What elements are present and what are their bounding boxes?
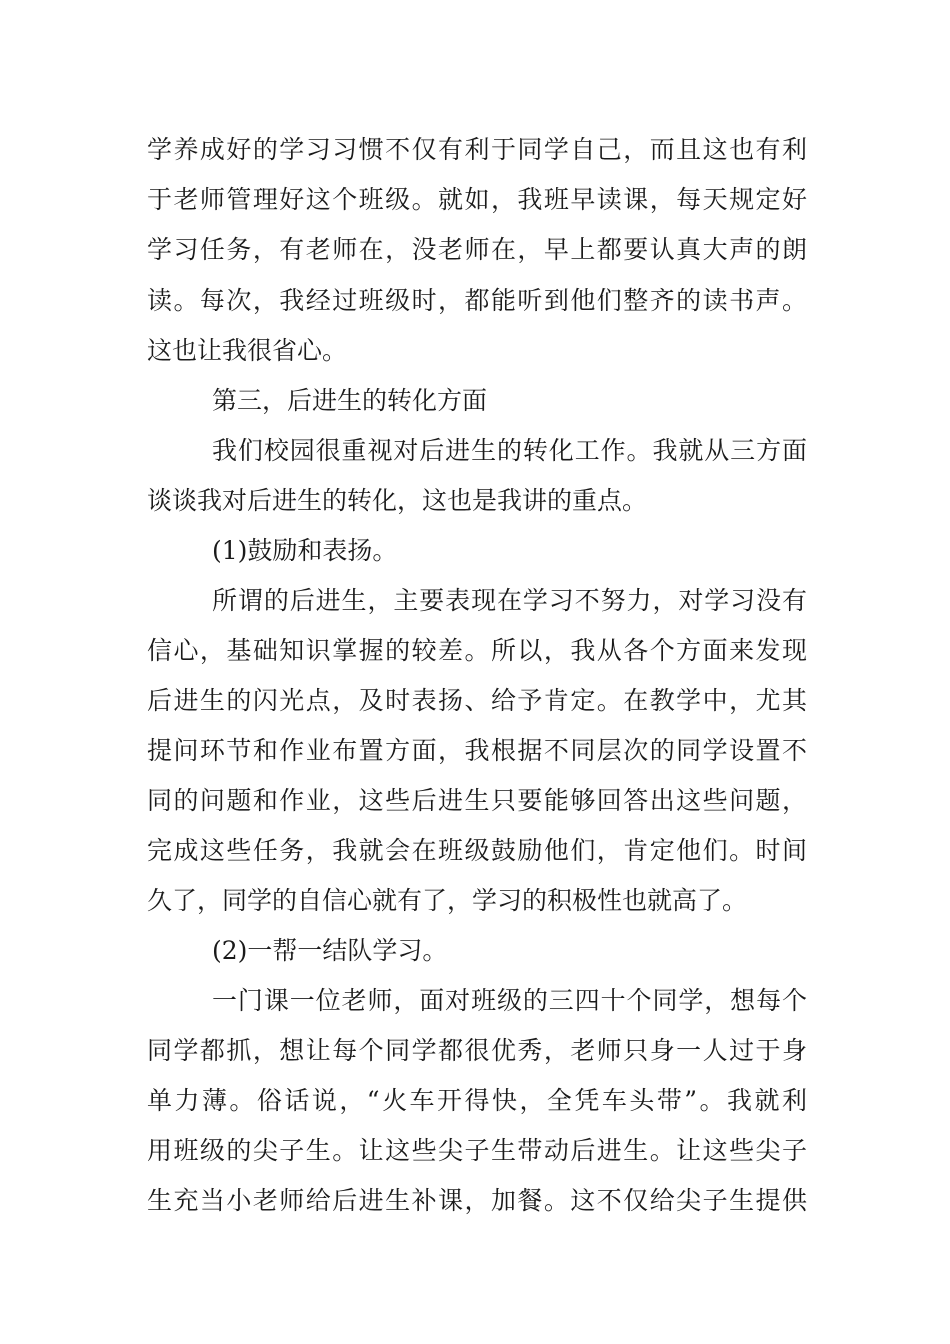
text-line: 所谓的后进生，主要表现在学习不努力，对学习没有 bbox=[212, 586, 807, 615]
text-line: 谈谈我对后进生的转化，这也是我讲的重点。 bbox=[147, 486, 648, 515]
text-line: 久了，同学的自信心就有了，学习的积极性也就高了。 bbox=[147, 886, 748, 915]
subsection-heading: (2)一帮一结队学习。 bbox=[212, 936, 448, 965]
text-line: 信心，基础知识掌握的较差。所以，我从各个方面来发现 bbox=[147, 636, 807, 665]
subsection-heading: (1)鼓励和表扬。 bbox=[212, 536, 398, 565]
section-heading: 第三，后进生的转化方面 bbox=[212, 386, 488, 415]
text-line: 用班级的尖子生。让这些尖子生带动后进生。让这些尖子 bbox=[147, 1136, 807, 1165]
text-line: 后进生的闪光点，及时表扬、给予肯定。在教学中，尤其 bbox=[147, 686, 807, 715]
text-line: 同的问题和作业，这些后进生只要能够回答出这些问题， bbox=[147, 786, 807, 815]
text-line: 读。每次，我经过班级时，都能听到他们整齐的读书声。 bbox=[147, 286, 807, 315]
text-line: 同学都抓，想让每个同学都很优秀，老师只身一人过于身 bbox=[147, 1036, 807, 1065]
text-line: 这也让我很省心。 bbox=[147, 336, 348, 365]
text-line: 生充当小老师给后进生补课，加餐。这不仅给尖子生提供 bbox=[147, 1186, 807, 1215]
text-line: 一门课一位老师，面对班级的三四十个同学，想每个 bbox=[212, 986, 807, 1015]
text-line: 学习任务，有老师在，没老师在，早上都要认真大声的朗 bbox=[147, 235, 807, 264]
text-line: 于老师管理好这个班级。就如，我班早读课，每天规定好 bbox=[147, 185, 807, 214]
text-line: 单力薄。俗话说，“火车开得快，全凭车头带”。我就利 bbox=[147, 1086, 807, 1115]
text-line: 学养成好的学习习惯不仅有利于同学自己，而且这也有利 bbox=[147, 135, 807, 164]
text-line: 提问环节和作业布置方面，我根据不同层次的同学设置不 bbox=[147, 736, 807, 765]
text-line: 完成这些任务，我就会在班级鼓励他们，肯定他们。时间 bbox=[147, 836, 807, 865]
text-line: 我们校园很重视对后进生的转化工作。我就从三方面 bbox=[212, 436, 807, 465]
